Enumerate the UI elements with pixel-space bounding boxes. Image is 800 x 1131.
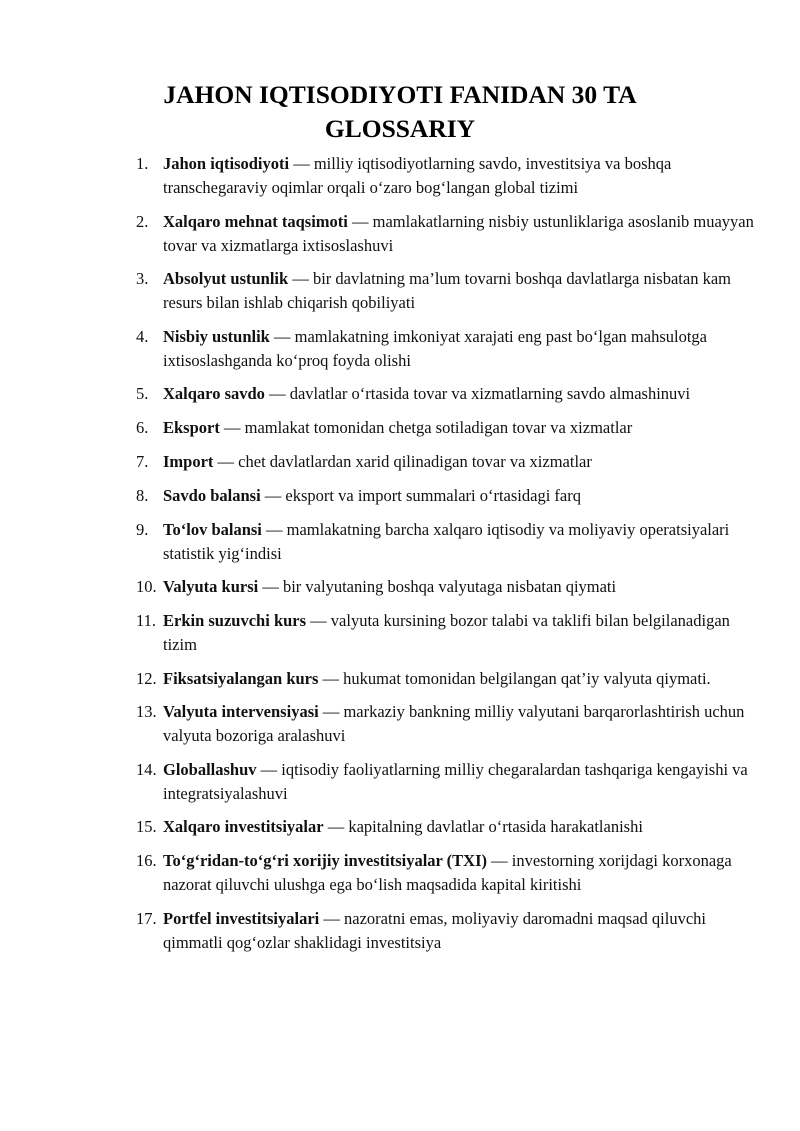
glossary-entry bbox=[136, 450, 756, 474]
glossary-entry bbox=[136, 815, 756, 839]
glossary-entry bbox=[136, 152, 756, 200]
entry-dash: — bbox=[310, 611, 327, 630]
entry-term: Nisbiy ustunlik bbox=[163, 326, 270, 346]
entry-number: 2. bbox=[136, 211, 149, 231]
entry-definition: bir davlatning ma’lum tovarni boshqa davlatlarga nisbatan kam resurs bilan ishlab chiqarish qobiliyati bbox=[163, 269, 731, 312]
entry-number: 5. bbox=[136, 384, 149, 403]
glossary-entry bbox=[136, 907, 756, 955]
entry-term: Fiksatsiyalangan kurs bbox=[163, 668, 319, 688]
entry-definition: mamlakatning barcha xalqaro iqtisodiy va moliyaviy operatsiyalari statistik yig‘indisi bbox=[163, 519, 730, 563]
glossary-entry bbox=[136, 667, 756, 691]
entry-dash: — bbox=[322, 668, 340, 688]
glossary-entry bbox=[136, 382, 756, 406]
entry-dash: — bbox=[269, 384, 286, 403]
glossary-entry bbox=[136, 849, 756, 897]
glossary-entry bbox=[136, 484, 756, 508]
entry-term: Erkin suzuvchi kurs bbox=[163, 611, 307, 630]
entry-dash: — bbox=[260, 759, 278, 779]
entry-term: Eksport bbox=[163, 417, 220, 437]
entry-number: 6. bbox=[136, 417, 149, 437]
entry-term: Import bbox=[163, 451, 214, 471]
entry-term: Valyuta intervensiyasi bbox=[163, 702, 319, 721]
entry-dash: — bbox=[292, 269, 309, 288]
entry-definition: mamlakat tomonidan chetga sotiladigan tovar va xizmatlar bbox=[244, 417, 633, 437]
glossary-entry bbox=[136, 325, 756, 373]
entry-dash: — bbox=[491, 851, 508, 870]
entry-number: 14. bbox=[136, 759, 157, 779]
entry-definition: chet davlatlardan xarid qilinadigan tovar va xizmatlar bbox=[238, 451, 592, 471]
glossary-entry bbox=[136, 210, 756, 258]
entry-definition: iqtisodiy faoliyatlarning milliy chegaralardan tashqariga kengayishi va integratsiyalashuvi bbox=[163, 759, 748, 803]
entry-number: 10. bbox=[136, 577, 157, 596]
entry-dash: — bbox=[327, 817, 345, 836]
entry-dash: — bbox=[264, 485, 282, 505]
glossary-entry bbox=[136, 267, 756, 315]
entry-number: 13. bbox=[136, 702, 157, 721]
entry-definition: davlatlar o‘rtasida tovar va xizmatlarning savdo almashinuvi bbox=[289, 384, 691, 403]
glossary-entry bbox=[136, 700, 756, 748]
glossary-entry bbox=[136, 416, 756, 440]
glossary-entry bbox=[136, 518, 756, 566]
entry-definition: mamlakatning imkoniyat xarajati eng past bo‘lgan mahsulotga ixtisoslashganda ko‘proq foyda olishi bbox=[163, 326, 708, 370]
entry-definition: nazoratni emas, moliyaviy daromadni maqsad qiluvchi qimmatli qog‘ozlar shaklidagi investitsiya bbox=[163, 908, 707, 952]
entry-definition: investorning xorijdagi korxonaga nazorat qiluvchi ulushga ega bo‘lish maqsadida kapital kiritishi bbox=[163, 851, 732, 894]
entry-term: Portfel investitsiyalari bbox=[163, 908, 320, 928]
entry-number: 3. bbox=[136, 269, 149, 288]
entry-dash: — bbox=[273, 326, 291, 346]
entry-number: 12. bbox=[136, 668, 157, 688]
entry-definition: mamlakatlarning nisbiy ustunliklariga asoslanib muayyan tovar va xizmatlarga ixtisoslashuvi bbox=[163, 211, 754, 255]
entry-definition: milliy iqtisodiyotlarning savdo, investitsiya va boshqa transchegaraviy oqimlar orqali o‘zaro bog‘langan global tizimi bbox=[163, 154, 672, 197]
entry-number: 4. bbox=[136, 326, 149, 346]
entry-number: 16. bbox=[136, 851, 157, 870]
page-title: JAHON IQTISODIYOTI FANIDAN 30 TA GLOSSARIY bbox=[163, 80, 637, 143]
entry-number: 17. bbox=[136, 908, 157, 928]
entry-dash: — bbox=[217, 451, 235, 471]
entry-number: 7. bbox=[136, 451, 149, 471]
entry-definition: eksport va import summalari o‘rtasidagi farq bbox=[285, 485, 581, 505]
glossary-entry bbox=[136, 758, 756, 806]
glossary-entry bbox=[136, 609, 756, 657]
entry-term: Xalqaro savdo bbox=[163, 384, 265, 403]
entry-number: 1. bbox=[136, 154, 149, 173]
entry-dash: — bbox=[323, 908, 340, 928]
entry-term: To‘lov balansi bbox=[163, 519, 262, 539]
entry-dash: — bbox=[266, 519, 283, 539]
entry-dash: — bbox=[262, 577, 279, 596]
entry-dash: — bbox=[322, 702, 340, 721]
entry-definition: bir valyutaning boshqa valyutaga nisbatan qiymati bbox=[282, 577, 617, 596]
entry-definition: markaziy bankning milliy valyutani barqarorlashtirish uchun valyuta bozoriga aralashuvi bbox=[163, 702, 745, 745]
entry-term: Savdo balansi bbox=[163, 485, 261, 505]
entry-term: Xalqaro mehnat taqsimoti bbox=[163, 211, 348, 231]
entry-number: 11. bbox=[136, 611, 157, 630]
entry-dash: — bbox=[352, 211, 369, 231]
entry-term: Jahon iqtisodiyoti bbox=[163, 154, 290, 173]
entry-definition: hukumat tomonidan belgilangan qat’iy valyuta qiymati. bbox=[343, 668, 711, 688]
entry-definition: kapitalning davlatlar o‘rtasida harakatlanishi bbox=[348, 817, 643, 836]
entry-definition: valyuta kursining bozor talabi va taklifi bilan belgilanadigan tizim bbox=[163, 611, 730, 654]
entry-term: Xalqaro investitsiyalar bbox=[163, 817, 324, 836]
entry-term: Globallashuv bbox=[163, 759, 257, 779]
entry-term: Absolyut ustunlik bbox=[163, 269, 289, 288]
entry-number: 9. bbox=[136, 519, 149, 539]
entry-dash: — bbox=[223, 417, 241, 437]
entry-number: 8. bbox=[136, 485, 149, 505]
glossary-list bbox=[136, 152, 756, 964]
entry-term: To‘g‘ridan-to‘g‘ri xorijiy investitsiyalar (TXI) bbox=[163, 851, 488, 870]
entry-term: Valyuta kursi bbox=[163, 577, 259, 596]
glossary-entry bbox=[136, 575, 756, 599]
entry-number: 15. bbox=[136, 817, 157, 836]
entry-dash: — bbox=[293, 154, 310, 173]
